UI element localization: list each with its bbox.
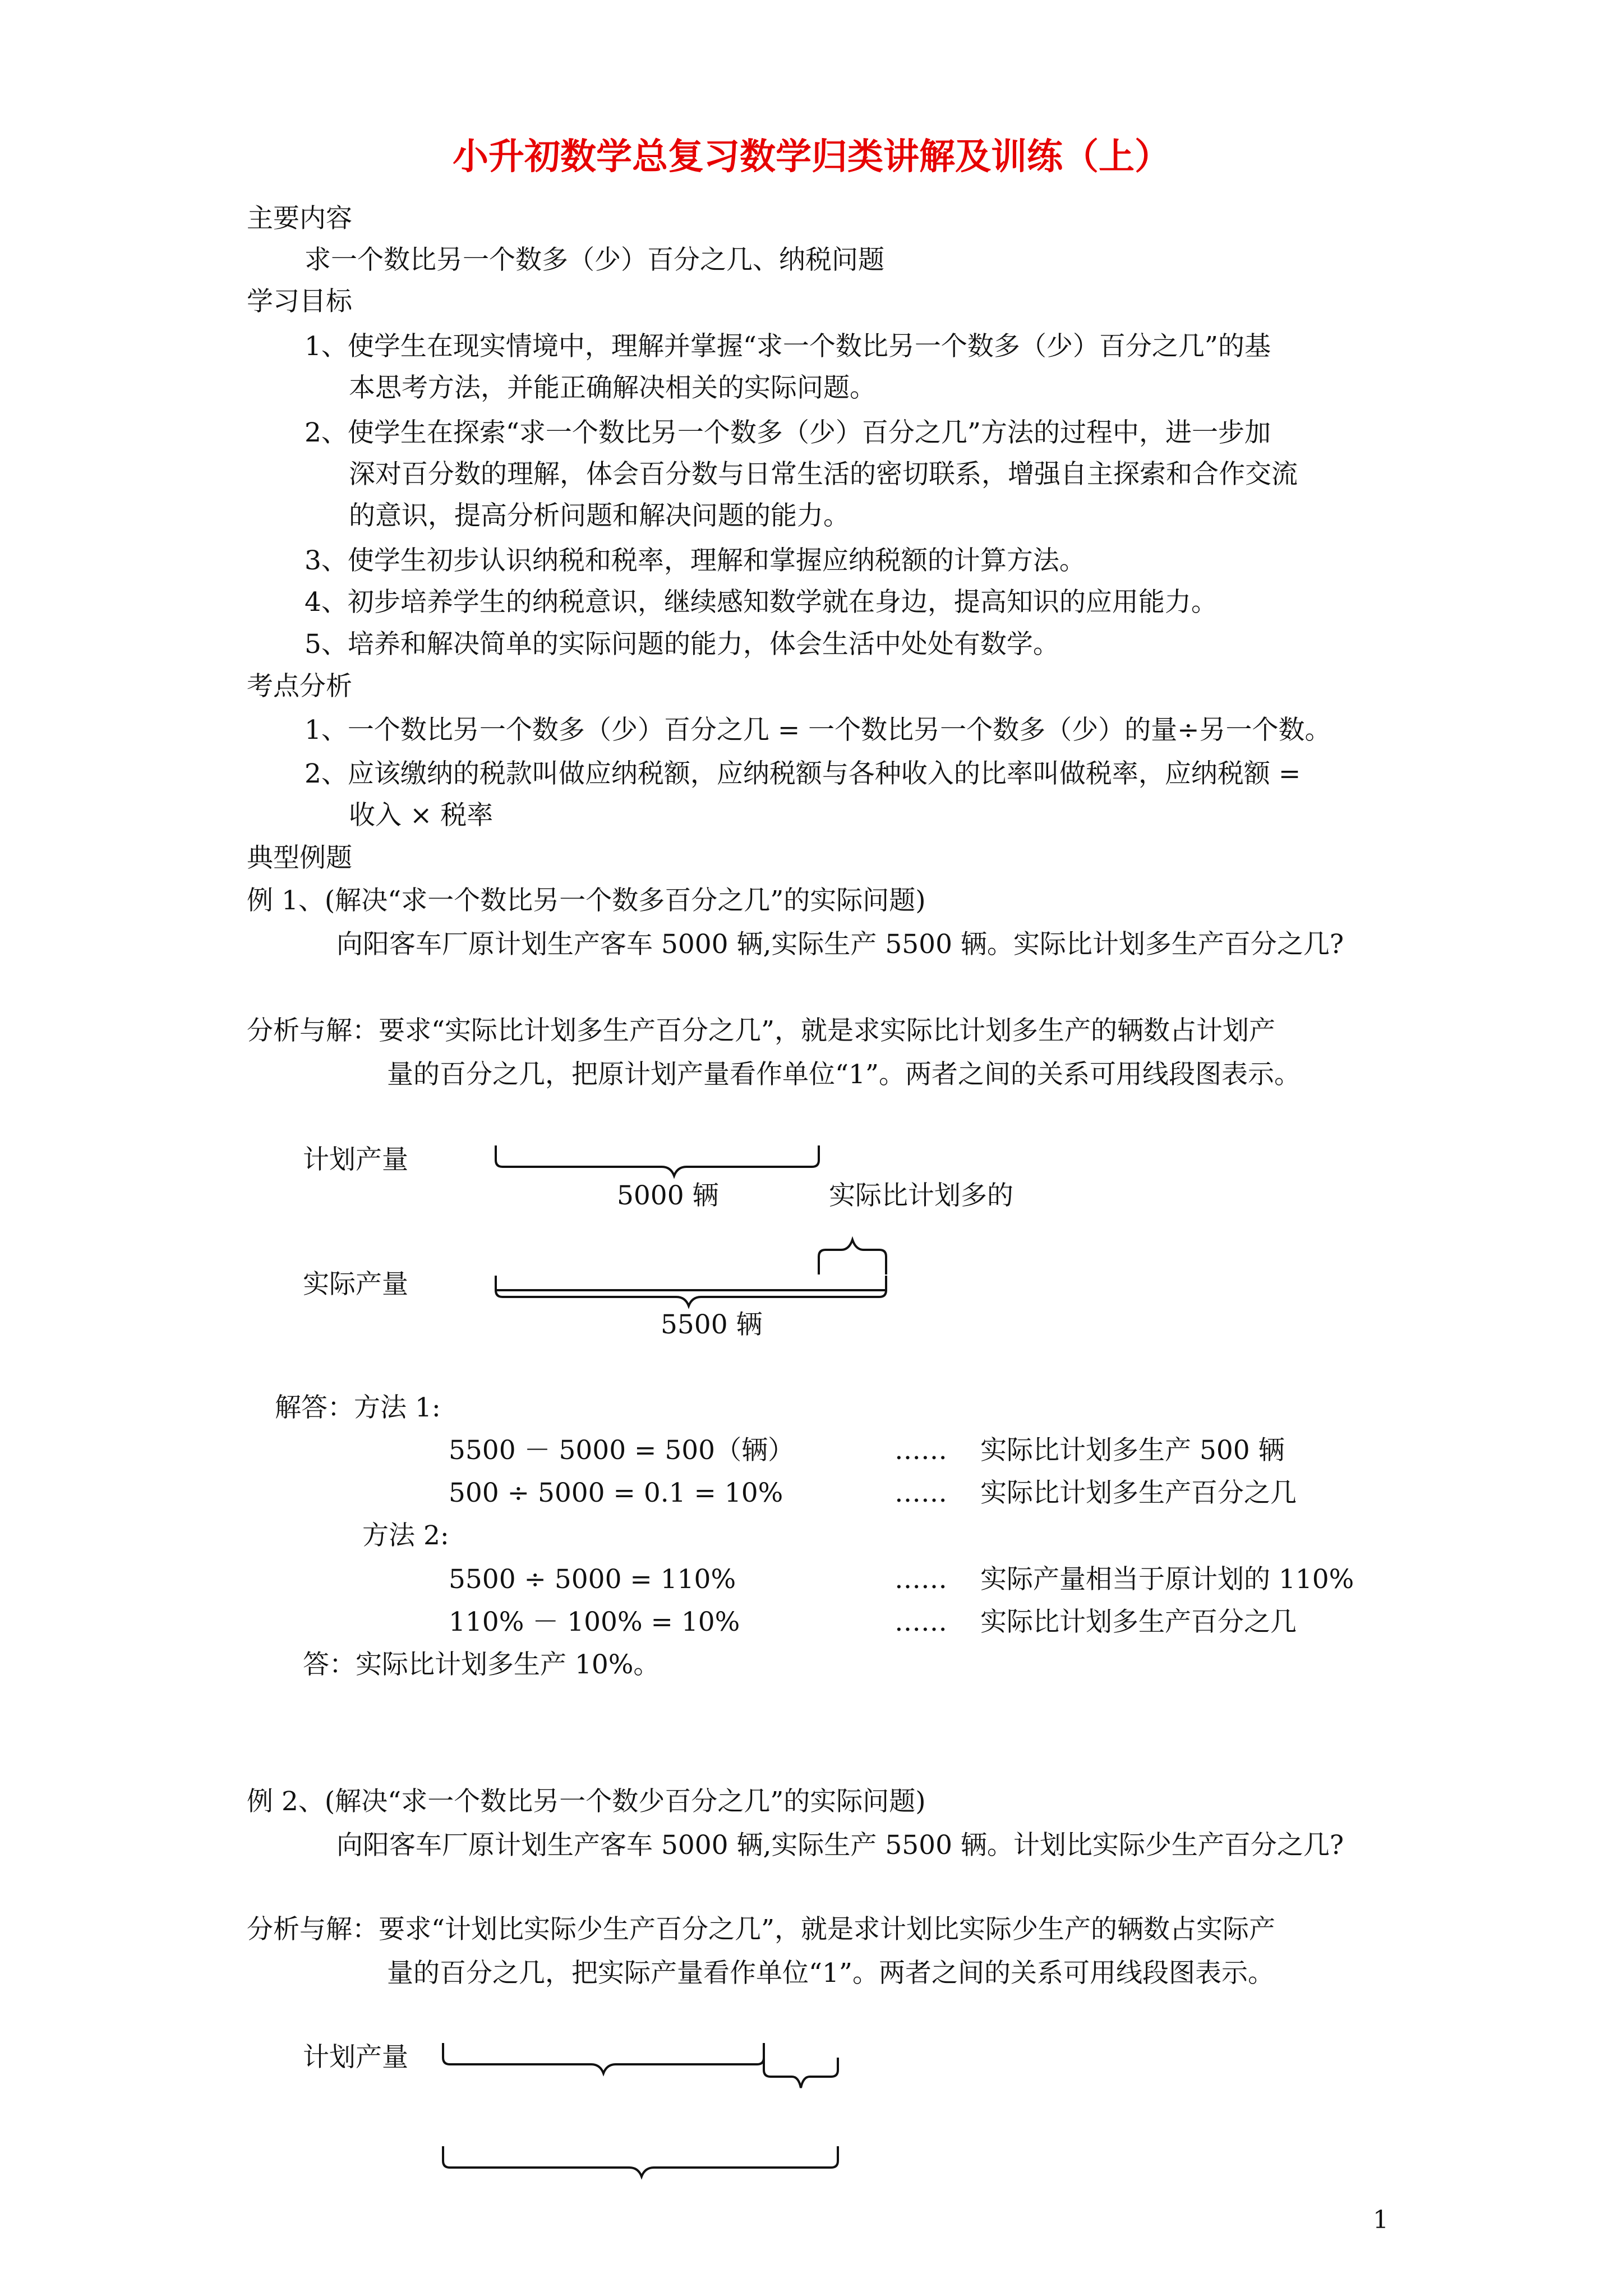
example1-problem: 向阳客车厂原计划生产客车 5000 辆,实际生产 5500 辆。实际比计划多生产百分之几? xyxy=(336,929,1344,960)
method2-note: 实际产量相当于原计划的 110% xyxy=(980,1564,1354,1595)
method1-dots: …… xyxy=(895,1435,947,1466)
method2-expression: 5500 ÷ 5000 = 110% xyxy=(449,1564,736,1595)
example1-analysis: 量的百分之几，把原计划产量看作单位“1”。两者之间的关系可用线段图表示。 xyxy=(387,1059,1301,1090)
method1-expression: 5500 － 5000 = 500（辆） xyxy=(449,1435,795,1466)
actual-output-label: 实际产量 xyxy=(303,1269,408,1300)
method2-expression: 110% － 100% = 10% xyxy=(449,1607,740,1637)
example2-analysis: 分析与解：要求“计划比实际少生产百分之几”，就是求计划比实际少生产的辆数占实际产 xyxy=(247,1914,1276,1945)
example1-analysis: 分析与解：要求“实际比计划多生产百分之几”，就是求实际比计划多生产的辆数占计划产 xyxy=(247,1015,1276,1046)
objective-line: 1、使学生在现实情境中，理解并掌握“求一个数比另一个数多（少）百分之几”的基 xyxy=(305,331,1271,362)
example2-analysis: 量的百分之几，把实际产量看作单位“1”。两者之间的关系可用线段图表示。 xyxy=(387,1958,1274,1989)
main-content-heading: 主要内容 xyxy=(247,203,352,234)
plan-segment-brace xyxy=(496,1145,819,1176)
method2-dots: …… xyxy=(895,1607,947,1637)
example2-actual-brace xyxy=(443,2146,838,2177)
objective-line: 3、使学生初步认识纳税和税率，理解和掌握应纳税额的计算方法。 xyxy=(305,545,1086,576)
key-point-line: 1、一个数比另一个数多（少）百分之几 = 一个数比另一个数多（少）的量÷另一个数。 xyxy=(305,715,1331,746)
method2-dots: …… xyxy=(895,1564,947,1595)
example2-problem: 向阳客车厂原计划生产客车 5000 辆,实际生产 5500 辆。计划比实际少生产百分之几? xyxy=(336,1830,1344,1861)
answer-method1-label: 解答：方法 1: xyxy=(275,1392,441,1423)
plan-output-label: 计划产量 xyxy=(303,1144,408,1175)
example2-title: 例 2、(解决“求一个数比另一个数少百分之几”的实际问题) xyxy=(247,1786,926,1817)
main-content-text: 求一个数比另一个数多（少）百分之几、纳税问题 xyxy=(305,245,884,275)
example2-difference-brace xyxy=(764,2058,838,2088)
answer-method2-label: 方法 2: xyxy=(362,1520,449,1551)
method1-note: 实际比计划多生产百分之几 xyxy=(980,1478,1297,1508)
method1-note: 实际比计划多生产 500 辆 xyxy=(980,1435,1285,1466)
key-point-line: 2、应该缴纳的税款叫做应纳税额，应纳税额与各种收入的比率叫做税率，应纳税额 = xyxy=(305,758,1301,789)
plan-output-value: 5000 辆 xyxy=(617,1180,719,1211)
method1-expression: 500 ÷ 5000 = 0.1 = 10% xyxy=(449,1478,783,1508)
method2-note: 实际比计划多生产百分之几 xyxy=(980,1607,1297,1637)
example2-plan-brace xyxy=(443,2043,764,2073)
objective-line: 4、初步培养学生的纳税意识，继续感知数学就在身边，提高知识的应用能力。 xyxy=(305,587,1218,618)
method1-dots: …… xyxy=(895,1478,947,1508)
example1-final-answer: 答：实际比计划多生产 10%。 xyxy=(303,1649,660,1680)
document-title: 小升初数学总复习数学归类讲解及训练（上） xyxy=(453,136,1170,178)
examples-heading: 典型例题 xyxy=(247,843,352,873)
objective-line: 的意识，提高分析问题和解决问题的能力。 xyxy=(349,500,850,531)
objective-line: 5、培养和解决简单的实际问题的能力，体会生活中处处有数学。 xyxy=(305,629,1059,660)
example1-title: 例 1、(解决“求一个数比另一个数多百分之几”的实际问题) xyxy=(247,885,926,916)
objectives-heading: 学习目标 xyxy=(247,286,352,317)
key-point-line: 收入 × 税率 xyxy=(349,800,494,831)
objective-line: 2、使学生在探索“求一个数比另一个数多（少）百分之几”方法的过程中，进一步加 xyxy=(305,417,1271,448)
difference-label: 实际比计划多的 xyxy=(829,1180,1013,1211)
objective-line: 本思考方法，并能正确解决相关的实际问题。 xyxy=(349,372,876,403)
page-number: 1 xyxy=(1373,2206,1389,2234)
actual-output-value: 5500 辆 xyxy=(661,1309,763,1340)
example2-plan-output-label: 计划产量 xyxy=(303,2042,408,2073)
objective-line: 深对百分数的理解，体会百分数与日常生活的密切联系，增强自主探索和合作交流 xyxy=(349,459,1298,490)
key-points-heading: 考点分析 xyxy=(247,671,352,702)
difference-brace xyxy=(819,1240,886,1274)
